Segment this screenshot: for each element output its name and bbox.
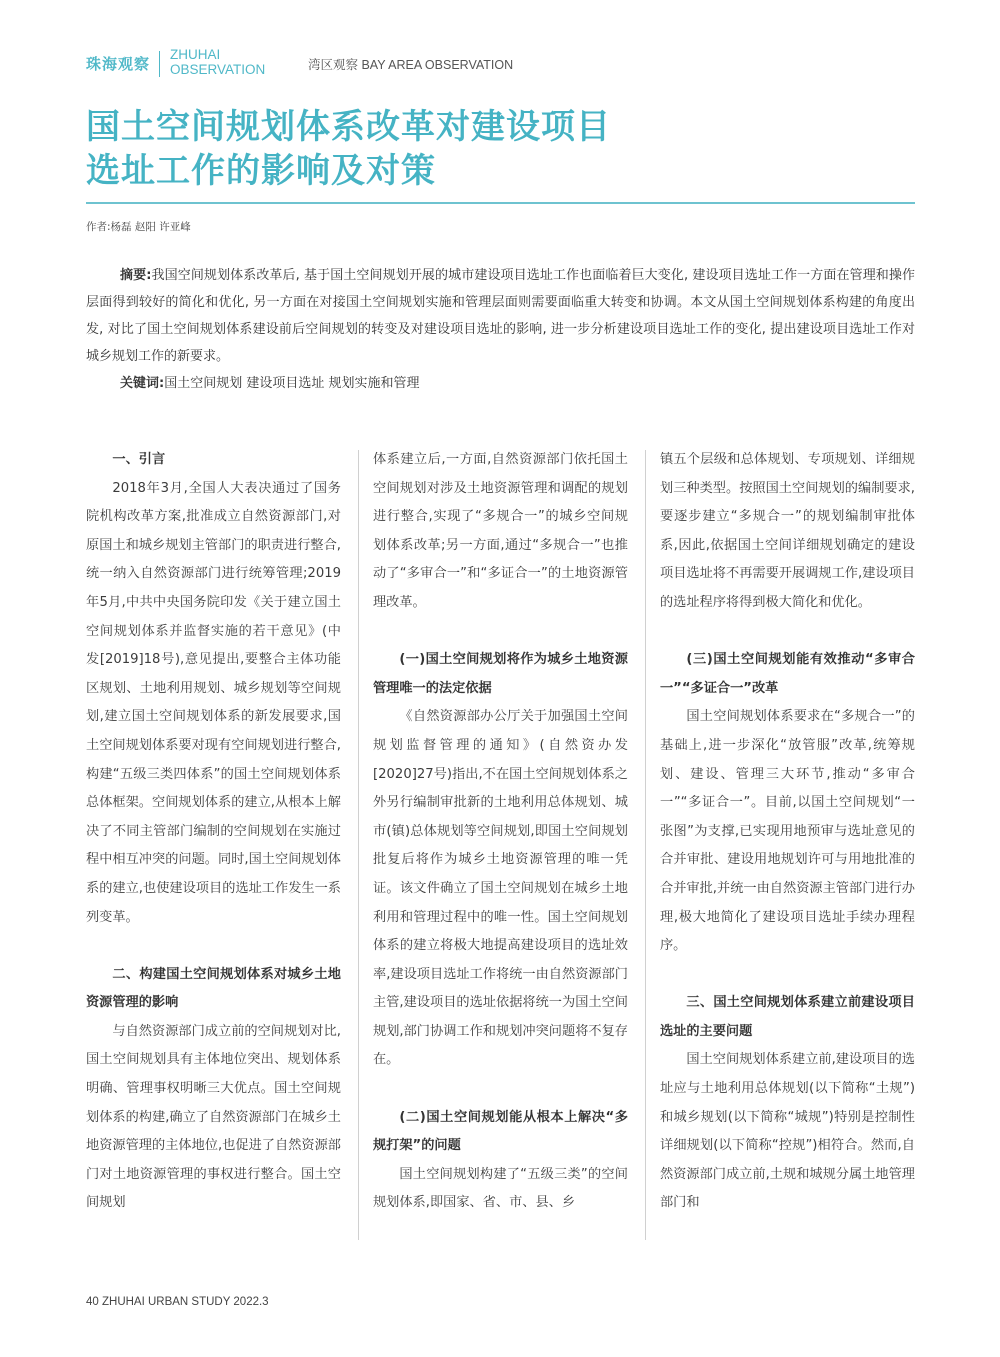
body-paragraph: 与自然资源部门成立前的空间规划对比,国土空间规划具有主体地位突出、规划体系明确、管理事权明晰三大优点。国土空间规划体系的构建,确立了自然资源部门在城乡土地资源管理的主体地位,也促进了自然资源部门对土地资源管理的事权进行整合。国土空间规划	[86, 1023, 341, 1211]
title-rule	[86, 202, 915, 204]
body-paragraph: 2018年3月,全国人大表决通过了国务院机构改革方案,批准成立自然资源部门,对原国土和城乡规划主管部门的职责进行整合,统一纳入自然资源部门进行统筹管理;2019年5月,中共中央国务院印发《关于建立国土空间规划体系并监督实施的若干意见》(中发[2019]18号),意见提出,要整合主体功能区规划、土地利用规划、城乡规划等空间规划,建立国土空间规划体系的新发展要求,国土空间规划体系要对现有空间规划进行整合,构建“五级三类四体系”的国土空间规划体系总体框架。空间规划体系的建立,从根本上解决了不同主管部门编制的空间规划在实施过程中相互冲突的问题。同时,国土空间规划体系的建立,也使建设项目的选址工作发生一系列变革。	[86, 480, 341, 925]
abstract-text: 我国空间规划体系改革后, 基于国土空间规划开展的城市建设项目选址工作也面临着巨大变化, 建设项目选址工作一方面在管理和操作层面得到较好的简化和优化, 另一方面在对接国土空间规划实施和管理层面则需要面临重大转变和协调。本文从国土空间规划体系构建的角度出发, 对比了国土空间规划体系建设前后空间规划的转变及对建设项目选址的影响, 进一步分析建设项目选址工作的变化, 提出建设项目选址工作对城乡规划工作的新要求。	[86, 268, 915, 364]
abstract-label: 摘要:	[120, 268, 152, 283]
header-divider	[159, 51, 160, 77]
body-paragraph: 国土空间规划构建了“五级三类”的空间规划体系,即国家、省、市、县、乡	[373, 1166, 628, 1211]
abstract	[86, 262, 915, 370]
subsection-heading: (一)国土空间规划将作为城乡土地资源管理唯一的法定依据	[373, 652, 628, 696]
body-column-3	[660, 446, 915, 1218]
keywords	[86, 370, 915, 397]
subsection-heading: (二)国土空间规划能从根本上解决“多规打架”的问题	[373, 1109, 628, 1154]
section-name-zh: 珠海观察	[86, 55, 151, 73]
authors: 作者:杨磊 赵阳 许亚峰	[86, 221, 191, 233]
keywords-text: 国土空间规划 建设项目选址 规划实施和管理	[164, 376, 420, 391]
page-footer: 40 ZHUHAI URBAN STUDY 2022.3	[86, 1296, 269, 1308]
subsection-heading: (三)国土空间规划能有效推动“多审合一”“多证合一”改革	[660, 652, 915, 696]
body-paragraph: 国土空间规划体系要求在“多规合一”的基础上,进一步深化“放管服”改革,统筹规划、建设、管理三大环节,推动“多审合一”“多证合一”。目前,以国土空间规划“一张图”为支撑,已实现用地预审与选址意见的合并审批、建设用地规划许可与用地批准的合并审批,并统一由自然资源主管部门进行办理,极大地简化了建设项目选址手续办理程序。	[660, 709, 915, 954]
body-column-1	[86, 446, 341, 1218]
section-name-en	[170, 47, 265, 77]
body-paragraph: 《自然资源部办公厅关于加强国土空间规划监督管理的通知》(自然资办发[2020]27号)指出,不在国土空间规划体系之外另行编制审批新的土地利用总体规划、城市(镇)总体规划等空间规划,即国土空间规划批复后将作为城乡土地资源管理的唯一凭证。该文件确立了国土空间规划在城乡土地利用和管理过程中的唯一性。国土空间规划体系的建立将极大地提高建设项目的选址效率,建设项目选址工作将统一由自然资源部门主管,建设项目的选址依据将统一为国土空间规划,部门协调工作和规划冲突问题将不复存在。	[373, 709, 628, 1068]
article-title-line2: 选址工作的影响及对策	[86, 151, 436, 191]
section-name-en-line2: OBSERVATION	[170, 62, 266, 77]
abstract-block	[86, 262, 915, 397]
running-header	[86, 46, 914, 82]
article-title	[86, 105, 611, 193]
column-divider	[358, 450, 359, 1240]
column-divider	[645, 450, 646, 1240]
article-title-line1: 国土空间规划体系改革对建设项目	[86, 107, 611, 147]
body-column-2	[373, 446, 628, 1218]
body-paragraph: 国土空间规划体系建立前,建设项目的选址应与土地利用总体规划(以下简称“土规”)和城乡规划(以下简称“城规”)特别是控制性详细规划(以下简称“控规”)相符合。然而,自然资源部门成立前,土规和城规分属土地管理部门和	[660, 1052, 915, 1211]
body-paragraph: 镇五个层级和总体规划、专项规划、详细规划三种类型。按照国土空间规划的编制要求,要逐步建立“多规合一”的规划编制审批体系,因此,依据国土空间详细规划确定的建设项目选址将不再需要开展调规工作,建设项目的选址程序将得到极大简化和优化。	[660, 452, 915, 610]
section-heading: 三、国土空间规划体系建立前建设项目选址的主要问题	[660, 995, 915, 1039]
section-name-en-line1: ZHUHAI	[170, 47, 221, 62]
subsection-name: 湾区观察 BAY AREA OBSERVATION	[308, 58, 514, 72]
keywords-label: 关键词:	[120, 376, 165, 391]
body-paragraph: 体系建立后,一方面,自然资源部门依托国土空间规划对涉及土地资源管理和调配的规划进行整合,实现了“多规合一”的城乡空间规划体系改革;另一方面,通过“多规合一”也推动了“多审合一”和“多证合一”的土地资源管理改革。	[373, 452, 628, 610]
section-heading: 一、引言	[112, 452, 166, 467]
section-heading: 二、构建国土空间规划体系对城乡土地资源管理的影响	[86, 966, 341, 1011]
